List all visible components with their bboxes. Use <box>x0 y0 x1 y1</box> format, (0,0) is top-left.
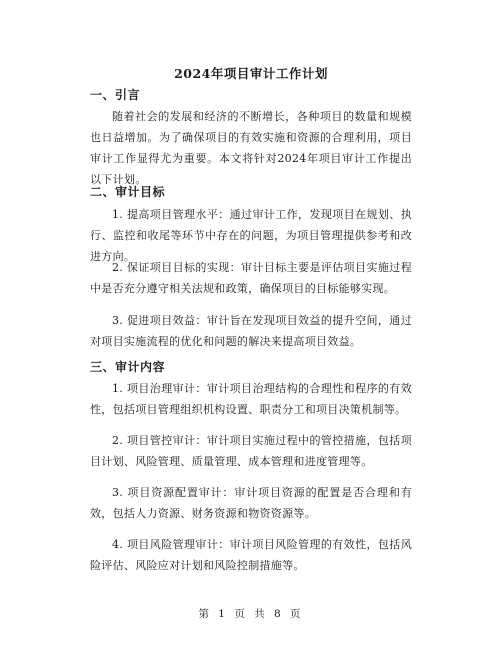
section-heading-audit-goals: 二、审计目标 <box>90 185 166 199</box>
page-footer: 第 1 页 共 8 页 <box>198 608 304 620</box>
paragraph-goal-1: 1. 提高项目管理水平：通过审计工作，发现项目在规划、执行、监控和收尾等环节中存在的问题，为项目管理提供参考和改进方向。 <box>90 208 412 263</box>
paragraph-content-3: 3. 项目资源配置审计：审计项目资源的配置是否合理和有效，包括人力资源、财务资源和物资资源等。 <box>90 486 412 520</box>
section-heading-introduction: 一、引言 <box>90 88 141 102</box>
section-heading-audit-content: 三、审计内容 <box>90 360 166 374</box>
paragraph-goal-3: 3. 促进项目效益：审计旨在发现项目效益的提升空间，通过对项目实施流程的优化和问题的解决来提高项目效益。 <box>90 314 412 348</box>
paragraph-content-1: 1. 项目治理审计：审计项目治理结构的合理性和程序的有效性，包括项目管理组织机构设置、职责分工和项目决策机制等。 <box>90 382 412 416</box>
paragraph-goal-2: 2. 保证项目目标的实现：审计目标主要是评估项目实施过程中是否充分遵守相关法规和政策，确保项目的目标能够实现。 <box>90 261 412 295</box>
paragraph-content-4: 4. 项目风险管理审计：审计项目风险管理的有效性，包括风险评估、风险应对计划和风险控制措施等。 <box>90 538 412 572</box>
document-title: 2024年项目审计工作计划 <box>174 66 328 81</box>
paragraph-content-2: 2. 项目管控审计：审计项目实施过程中的管控措施，包括项目计划、风险管理、质量管理、成本管理和进度管理等。 <box>90 434 412 468</box>
paragraph-introduction: 随着社会的发展和经济的不断增长，各种项目的数量和规模也日益增加。为了确保项目的有效实施和资源的合理利用，项目审计工作显得尤为重要。本文将针对2024年项目审计工作提出以下计划。 <box>90 110 412 186</box>
